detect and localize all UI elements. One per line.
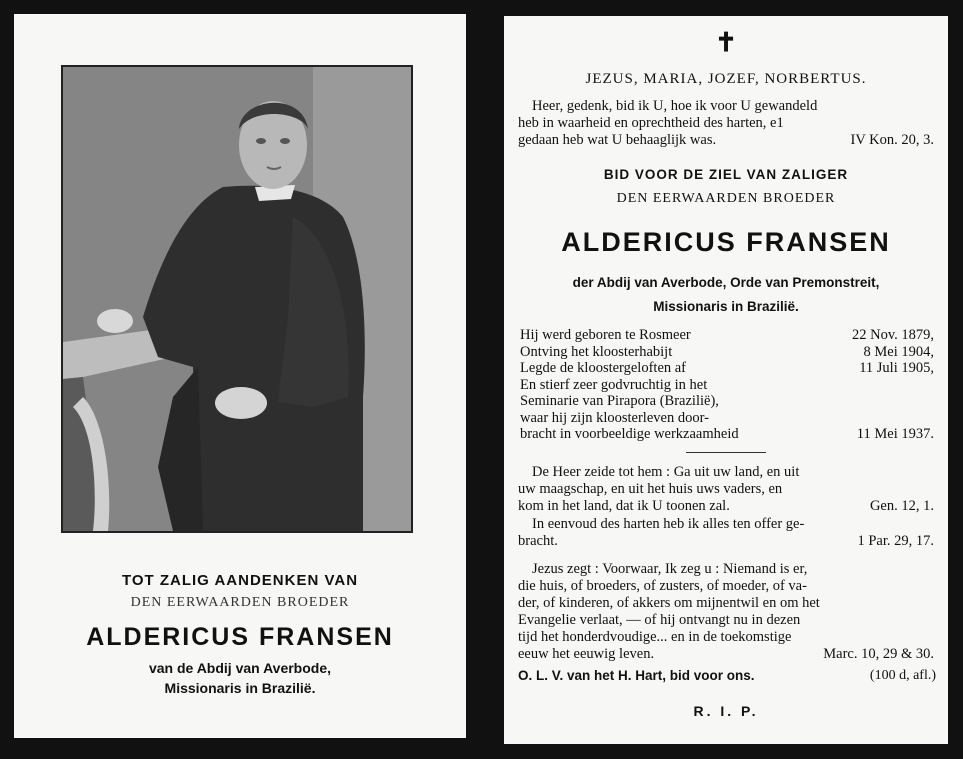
quote-reference: Gen. 12, 1. bbox=[869, 498, 934, 514]
prayer-line bbox=[518, 132, 934, 149]
bio-text: waar hij zijn kloosterleven door- bbox=[520, 409, 709, 426]
bio-row bbox=[520, 377, 934, 394]
quote-line bbox=[518, 498, 934, 515]
quote-line: die huis, of broeders, of zusters, of moeder, of va- bbox=[518, 578, 807, 594]
bio-text: Legde de kloostergeloften af bbox=[520, 360, 687, 376]
order-affiliation: der Abdij van Averbode, Orde van Premonstreit, bbox=[572, 275, 880, 290]
memorial-card-front bbox=[14, 14, 466, 738]
quote-reference: 1 Par. 29, 17. bbox=[857, 533, 934, 549]
quote-text: eeuw het eeuwig leven. bbox=[518, 646, 655, 662]
bio-date: 11 Juli 1905, bbox=[859, 360, 934, 376]
bio-text: En stierf zeer godvruchtig in het bbox=[520, 376, 708, 393]
indulgence-note: (100 d, afl.) bbox=[869, 668, 936, 683]
bio-text: Ontving het kloosterhabijt bbox=[520, 343, 673, 360]
quote-line: Evangelie verlaat, — of hij ontvangt nu in dezen bbox=[518, 612, 801, 628]
olv-invocation: O. L. V. van het H. Hart, bid voor ons. bbox=[518, 668, 755, 683]
bio-date: 22 Nov. 1879, bbox=[851, 327, 934, 343]
bio-row bbox=[520, 344, 934, 361]
quote-text: bracht. bbox=[518, 533, 558, 549]
divider bbox=[686, 452, 766, 453]
portrait-photo bbox=[61, 65, 413, 533]
quote-line: Jezus zegt : Voorwaar, Ik zeg u : Niemand is er, bbox=[532, 561, 808, 577]
scripture-quote bbox=[518, 561, 934, 663]
deceased-name: ALDERICUS FRANSEN bbox=[86, 623, 394, 651]
scripture-quote bbox=[518, 464, 934, 515]
mission-text: Missionaris in Brazilië. bbox=[164, 680, 316, 696]
quote-line bbox=[518, 533, 934, 550]
prayer-verse bbox=[518, 98, 934, 149]
bio-text: Seminarie van Pirapora (Brazilië), bbox=[520, 393, 719, 409]
cross-icon: ✝ bbox=[715, 28, 737, 57]
quote-line: uw maagschap, en uit het huis uws vaders, en bbox=[518, 481, 783, 497]
mission-text: Missionaris in Brazilië. bbox=[653, 299, 799, 314]
rip: R. I. P. bbox=[693, 703, 759, 719]
bio-row bbox=[520, 327, 934, 344]
prayer-request-heading: BID VOOR DE ZIEL VAN ZALIGER bbox=[603, 167, 849, 182]
prayer-line: heb in waarheid en oprechtheid des harten, e1 bbox=[518, 115, 784, 131]
abbey-affiliation: van de Abdij van Averbode, bbox=[148, 660, 332, 676]
prayer-text: gedaan heb wat U behaaglijk was. bbox=[518, 132, 717, 148]
closing-prayer bbox=[518, 668, 936, 684]
scripture-quote bbox=[518, 516, 934, 550]
portrait-illustration bbox=[63, 67, 411, 531]
title-subheading: DEN EERWAARDEN BROEDER bbox=[616, 191, 836, 206]
biography bbox=[520, 327, 934, 443]
quote-line: der, of kinderen, of akkers om mijnentwil en om het bbox=[518, 595, 820, 611]
quote-line bbox=[518, 646, 934, 663]
bio-row bbox=[520, 426, 934, 443]
bio-row bbox=[520, 360, 934, 377]
bio-date: 11 Mei 1937. bbox=[856, 426, 934, 442]
quote-line: tijd het honderdvoudige... en in de toekomstige bbox=[518, 629, 792, 645]
title-subheading: DEN EERWAARDEN BROEDER bbox=[130, 595, 350, 610]
quote-line: De Heer zeide tot hem : Ga uit uw land, en uit bbox=[532, 464, 800, 480]
prayer-line: Heer, gedenk, bid ik U, hoe ik voor U gewandeld bbox=[532, 98, 818, 114]
bio-text: Hij werd geboren te Rosmeer bbox=[520, 327, 691, 343]
memorial-heading: TOT ZALIG AANDENKEN VAN bbox=[121, 572, 359, 589]
bio-row bbox=[520, 393, 934, 410]
bio-text: bracht in voorbeeldige werkzaamheid bbox=[520, 426, 739, 442]
invocation: JEZUS, MARIA, JOZEF, NORBERTUS. bbox=[585, 71, 867, 87]
deceased-name: ALDERICUS FRANSEN bbox=[561, 227, 891, 257]
memorial-card-back bbox=[504, 16, 948, 744]
bio-date: 8 Mei 1904, bbox=[863, 343, 934, 360]
prayer-reference: IV Kon. 20, 3. bbox=[850, 132, 934, 148]
quote-reference: Marc. 10, 29 & 30. bbox=[823, 646, 934, 662]
bio-row bbox=[520, 410, 934, 427]
quote-line: In eenvoud des harten heb ik alles ten offer ge- bbox=[532, 516, 805, 532]
quote-text: kom in het land, dat ik U toonen zal. bbox=[518, 498, 730, 514]
